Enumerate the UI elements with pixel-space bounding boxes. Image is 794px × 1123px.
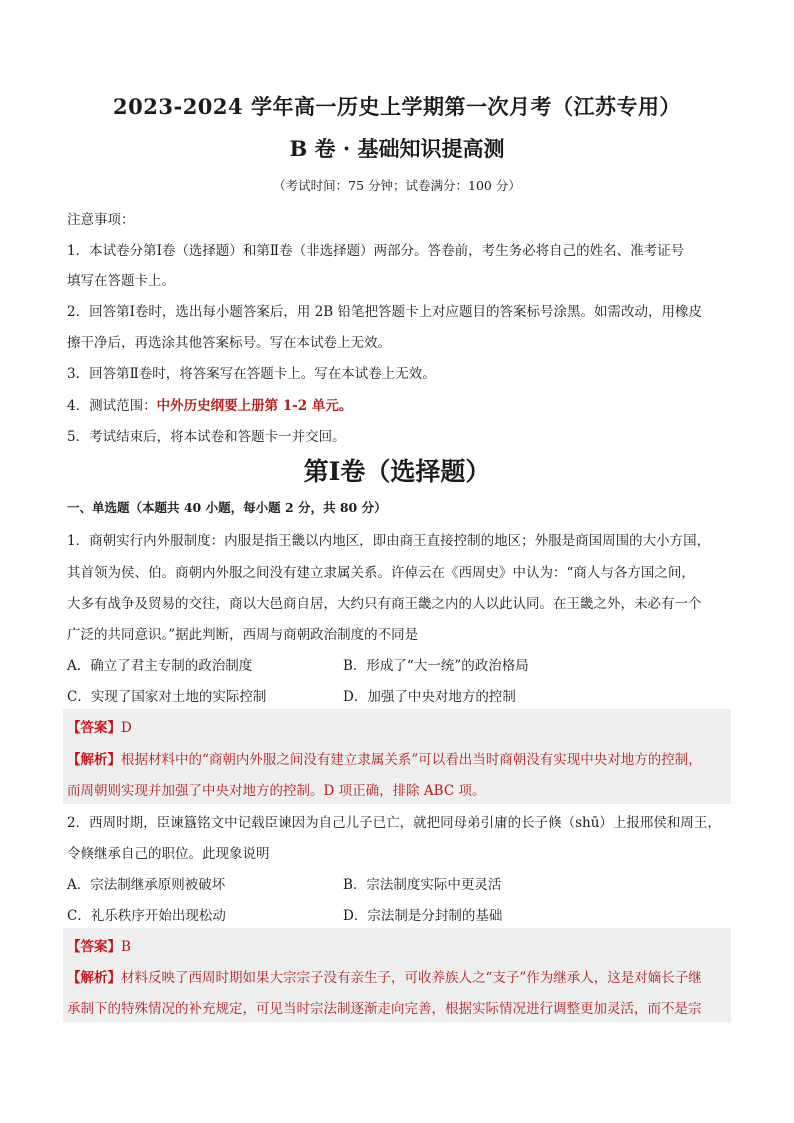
- question-1-option-c: C．实现了国家对土地的实际控制: [67, 689, 267, 705]
- section-title: 第Ⅰ卷（选择题）: [303, 457, 491, 486]
- answer-value: B: [121, 939, 131, 955]
- analysis-tag: 【解析】: [67, 970, 121, 986]
- note-scope-value: 中外历史纲要上册第 1-2 单元。: [156, 398, 353, 414]
- question-2-analysis-line: 承制下的特殊情况的补充规定，可见当时宗法制逐渐走向完善，根据实际情况进行调整更加灵活，而不是宗: [67, 1001, 702, 1017]
- question-2-stem-line: 令倏继承自己的职位。此现象说明: [67, 846, 270, 862]
- note-line: 填写在答题卡上。: [67, 273, 175, 289]
- question-1-stem-line: 大多有战争及贸易的交往，商以大邑商自居，大约只有商王畿之内的人以此认同。在王畿之外，未必有一个: [67, 596, 702, 612]
- section-instruction: 一、单选题（本题共 40 小题，每小题 2 分，共 80 分）: [67, 500, 387, 515]
- analysis-tag: 【解析】: [67, 752, 121, 768]
- answer-tag: 【答案】: [67, 720, 121, 736]
- notes-heading: 注意事项：: [67, 212, 135, 228]
- question-1-analysis: [67, 748, 702, 768]
- question-2-option-a: A．宗法制继承原则被破坏: [67, 877, 226, 893]
- question-2-stem-line: 2．西周时期，臣谏簋铭文中记载臣谏因为自己儿子已亡，就把同母弟引庸的长子倏（shū）上报邢侯和周王，: [67, 815, 721, 831]
- answer-value: D: [121, 720, 132, 736]
- question-1-answer: [67, 716, 132, 736]
- question-1-option-d: D．加强了中央对地方的控制: [343, 689, 516, 705]
- analysis-line: 根据材料中的“商朝内外服之间没有建立隶属关系”可以看出当时商朝没有实现中央对地方的控制，: [121, 752, 702, 768]
- note-scope: [67, 394, 732, 414]
- question-1-stem-line: 其首领为侯、伯。商朝内外服之间没有建立隶属关系。许倬云在《西周史》中认为：“商人与各方国之间，: [67, 565, 695, 581]
- question-2-analysis: [67, 966, 702, 986]
- question-2-option-b: B．宗法制度实际中更灵活: [343, 877, 502, 893]
- note-line: 3．回答第Ⅱ卷时，将答案写在答题卡上。写在本试卷上无效。: [67, 366, 436, 382]
- note-line: 擦干净后，再选涂其他答案标号。写在本试卷上无效。: [67, 335, 391, 351]
- question-2-option-c: C．礼乐秩序开始出现松动: [67, 908, 226, 924]
- analysis-line: 材料反映了西周时期如果大宗宗子没有亲生子，可收养族人之“支子”作为继承人，这是对嫡长子继: [121, 970, 702, 986]
- answer-tag: 【答案】: [67, 939, 121, 955]
- exam-subtitle: B 卷 · 基础知识提高测: [289, 136, 505, 161]
- note-line: 1．本试卷分第Ⅰ卷（选择题）和第Ⅱ卷（非选择题）两部分。答卷前，考生务必将自己的姓名、准考证号: [67, 243, 685, 259]
- note-line: 2．回答第Ⅰ卷时，选出每小题答案后，用 2B 铅笔把答题卡上对应题目的答案标号涂黑。如需改动，用橡皮: [67, 304, 703, 320]
- question-1-stem-line: 广泛的共同意识。”据此判断，西周与商朝政治制度的不同是: [67, 627, 419, 643]
- question-1-option-a: A．确立了君主专制的政治制度: [67, 658, 253, 674]
- note-line: 5．考试结束后，将本试卷和答题卡一并交回。: [67, 429, 346, 445]
- question-2-answer: [67, 935, 131, 955]
- note-scope-label: 4．测试范围：: [67, 398, 157, 414]
- question-2-option-d: D．宗法制是分封制的基础: [343, 908, 503, 924]
- exam-info: （考试时间：75 分钟；试卷满分：100 分）: [273, 178, 521, 193]
- question-1-stem-line: 1．商朝实行内外服制度：内服是指王畿以内地区，即由商王直接控制的地区；外服是商国周围的大小方国，: [67, 533, 711, 549]
- question-1-analysis-line: 而周朝则实现并加强了中央对地方的控制。D 项正确，排除 ABC 项。: [67, 783, 486, 799]
- exam-title: 2023-2024 学年高一历史上学期第一次月考（江苏专用）: [113, 94, 681, 119]
- question-1-option-b: B．形成了“大一统”的政治格局: [343, 658, 529, 674]
